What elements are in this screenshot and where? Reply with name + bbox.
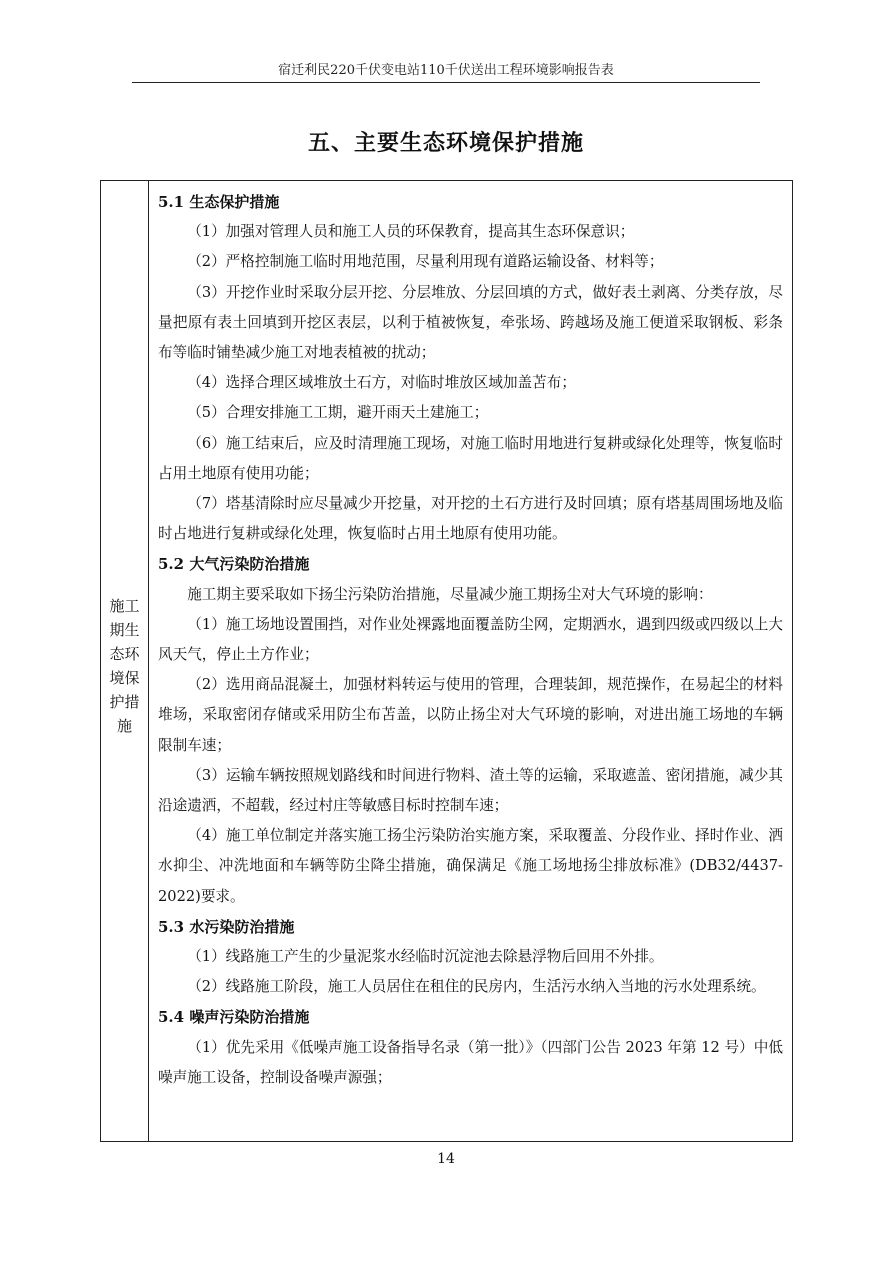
section-ecological bbox=[158, 187, 783, 549]
row-label: 施工期生态环境保护措施 bbox=[109, 597, 140, 735]
content-cell bbox=[149, 181, 792, 1141]
section-noise-pollution bbox=[158, 1002, 783, 1093]
row-label-cell bbox=[101, 181, 149, 1141]
section-heading: 5.3 水污染防治措施 bbox=[158, 917, 295, 936]
page-header: 宿迁利民220千伏变电站110千伏送出工程环境影响报告表 bbox=[278, 63, 614, 78]
section-water-pollution bbox=[158, 912, 783, 1003]
paragraph: （4）施工单位制定并落实施工扬尘污染防治实施方案，采取覆盖、分段作业、择时作业、洒水抑尘、冲洗地面和车辆等防尘降尘措施，确保满足《施工场地扬尘排放标准》(DB32/4437-2022)要求。 bbox=[158, 827, 783, 905]
paragraph: （3）开挖作业时采取分层开挖、分层堆放、分层回填的方式，做好表土剥离、分类存放，尽量把原有表土回填到开挖区表层，以利于植被恢复，牵张场、跨越场及施工便道采取钢板、彩条布等临时铺垫减少施工对地表植被的扰动； bbox=[158, 283, 783, 362]
measures-table bbox=[100, 180, 793, 1142]
header-divider bbox=[132, 82, 760, 83]
section-air-pollution bbox=[158, 549, 783, 911]
paragraph: （7）塔基清除时应尽量减少开挖量，对开挖的土石方进行及时回填；原有塔基周围场地及临时占地进行复耕或绿化处理，恢复临时占用土地原有使用功能。 bbox=[158, 495, 783, 543]
paragraph: （2）严格控制施工临时用地范围，尽量利用现有道路运输设备、材料等； bbox=[187, 253, 664, 271]
page-title: 五、主要生态环境保护措施 bbox=[307, 131, 584, 156]
paragraph: （6）施工结束后，应及时清理施工现场，对施工临时用地进行复耕或绿化处理等，恢复临时占用土地原有使用功能； bbox=[158, 434, 783, 482]
paragraph: 施工期主要采取如下扬尘污染防治措施，尽量减少施工期扬尘对大气环境的影响： bbox=[187, 585, 713, 603]
paragraph: （2）线路施工阶段，施工人员居住在租住的民房内，生活污水纳入当地的污水处理系统。 bbox=[187, 978, 766, 996]
page-number: 14 bbox=[437, 1151, 455, 1167]
section-heading: 5.2 大气污染防治措施 bbox=[158, 555, 310, 574]
paragraph: （4）选择合理区域堆放土石方，对临时堆放区域加盖苫布； bbox=[187, 374, 576, 392]
paragraph: （1）优先采用《低噪声施工设备指导名录（第一批）》（四部门公告 2023 年第 12 号）中低噪声施工设备，控制设备噪声源强； bbox=[158, 1038, 783, 1086]
paragraph: （2）选用商品混凝土，加强材料转运与使用的管理，合理装卸，规范操作，在易起尘的材料堆场，采取密闭存储或采用防尘布苫盖，以防止扬尘对大气环境的影响，对进出施工场地的车辆限制车速； bbox=[158, 676, 783, 754]
paragraph: （3）运输车辆按照规划路线和时间进行物料、渣土等的运输，采取遮盖、密闭措施，减少其沿途遗洒，不超载，经过村庄等敏感目标时控制车速； bbox=[158, 766, 783, 815]
paragraph: （1）加强对管理人员和施工人员的环保教育，提高其生态环保意识； bbox=[187, 223, 635, 241]
section-heading: 5.1 生态保护措施 bbox=[158, 193, 280, 211]
paragraph: （1）施工场地设置围挡，对作业处裸露地面覆盖防尘网，定期洒水，遇到四级或四级以上大风天气，停止土方作业； bbox=[158, 615, 783, 664]
paragraph: （1）线路施工产生的少量泥浆水经临时沉淀池去除悬浮物后回用不外排。 bbox=[187, 948, 664, 966]
paragraph: （5）合理安排施工工期，避开雨天土建施工； bbox=[187, 404, 489, 422]
section-heading: 5.4 噪声污染防治措施 bbox=[158, 1008, 310, 1027]
